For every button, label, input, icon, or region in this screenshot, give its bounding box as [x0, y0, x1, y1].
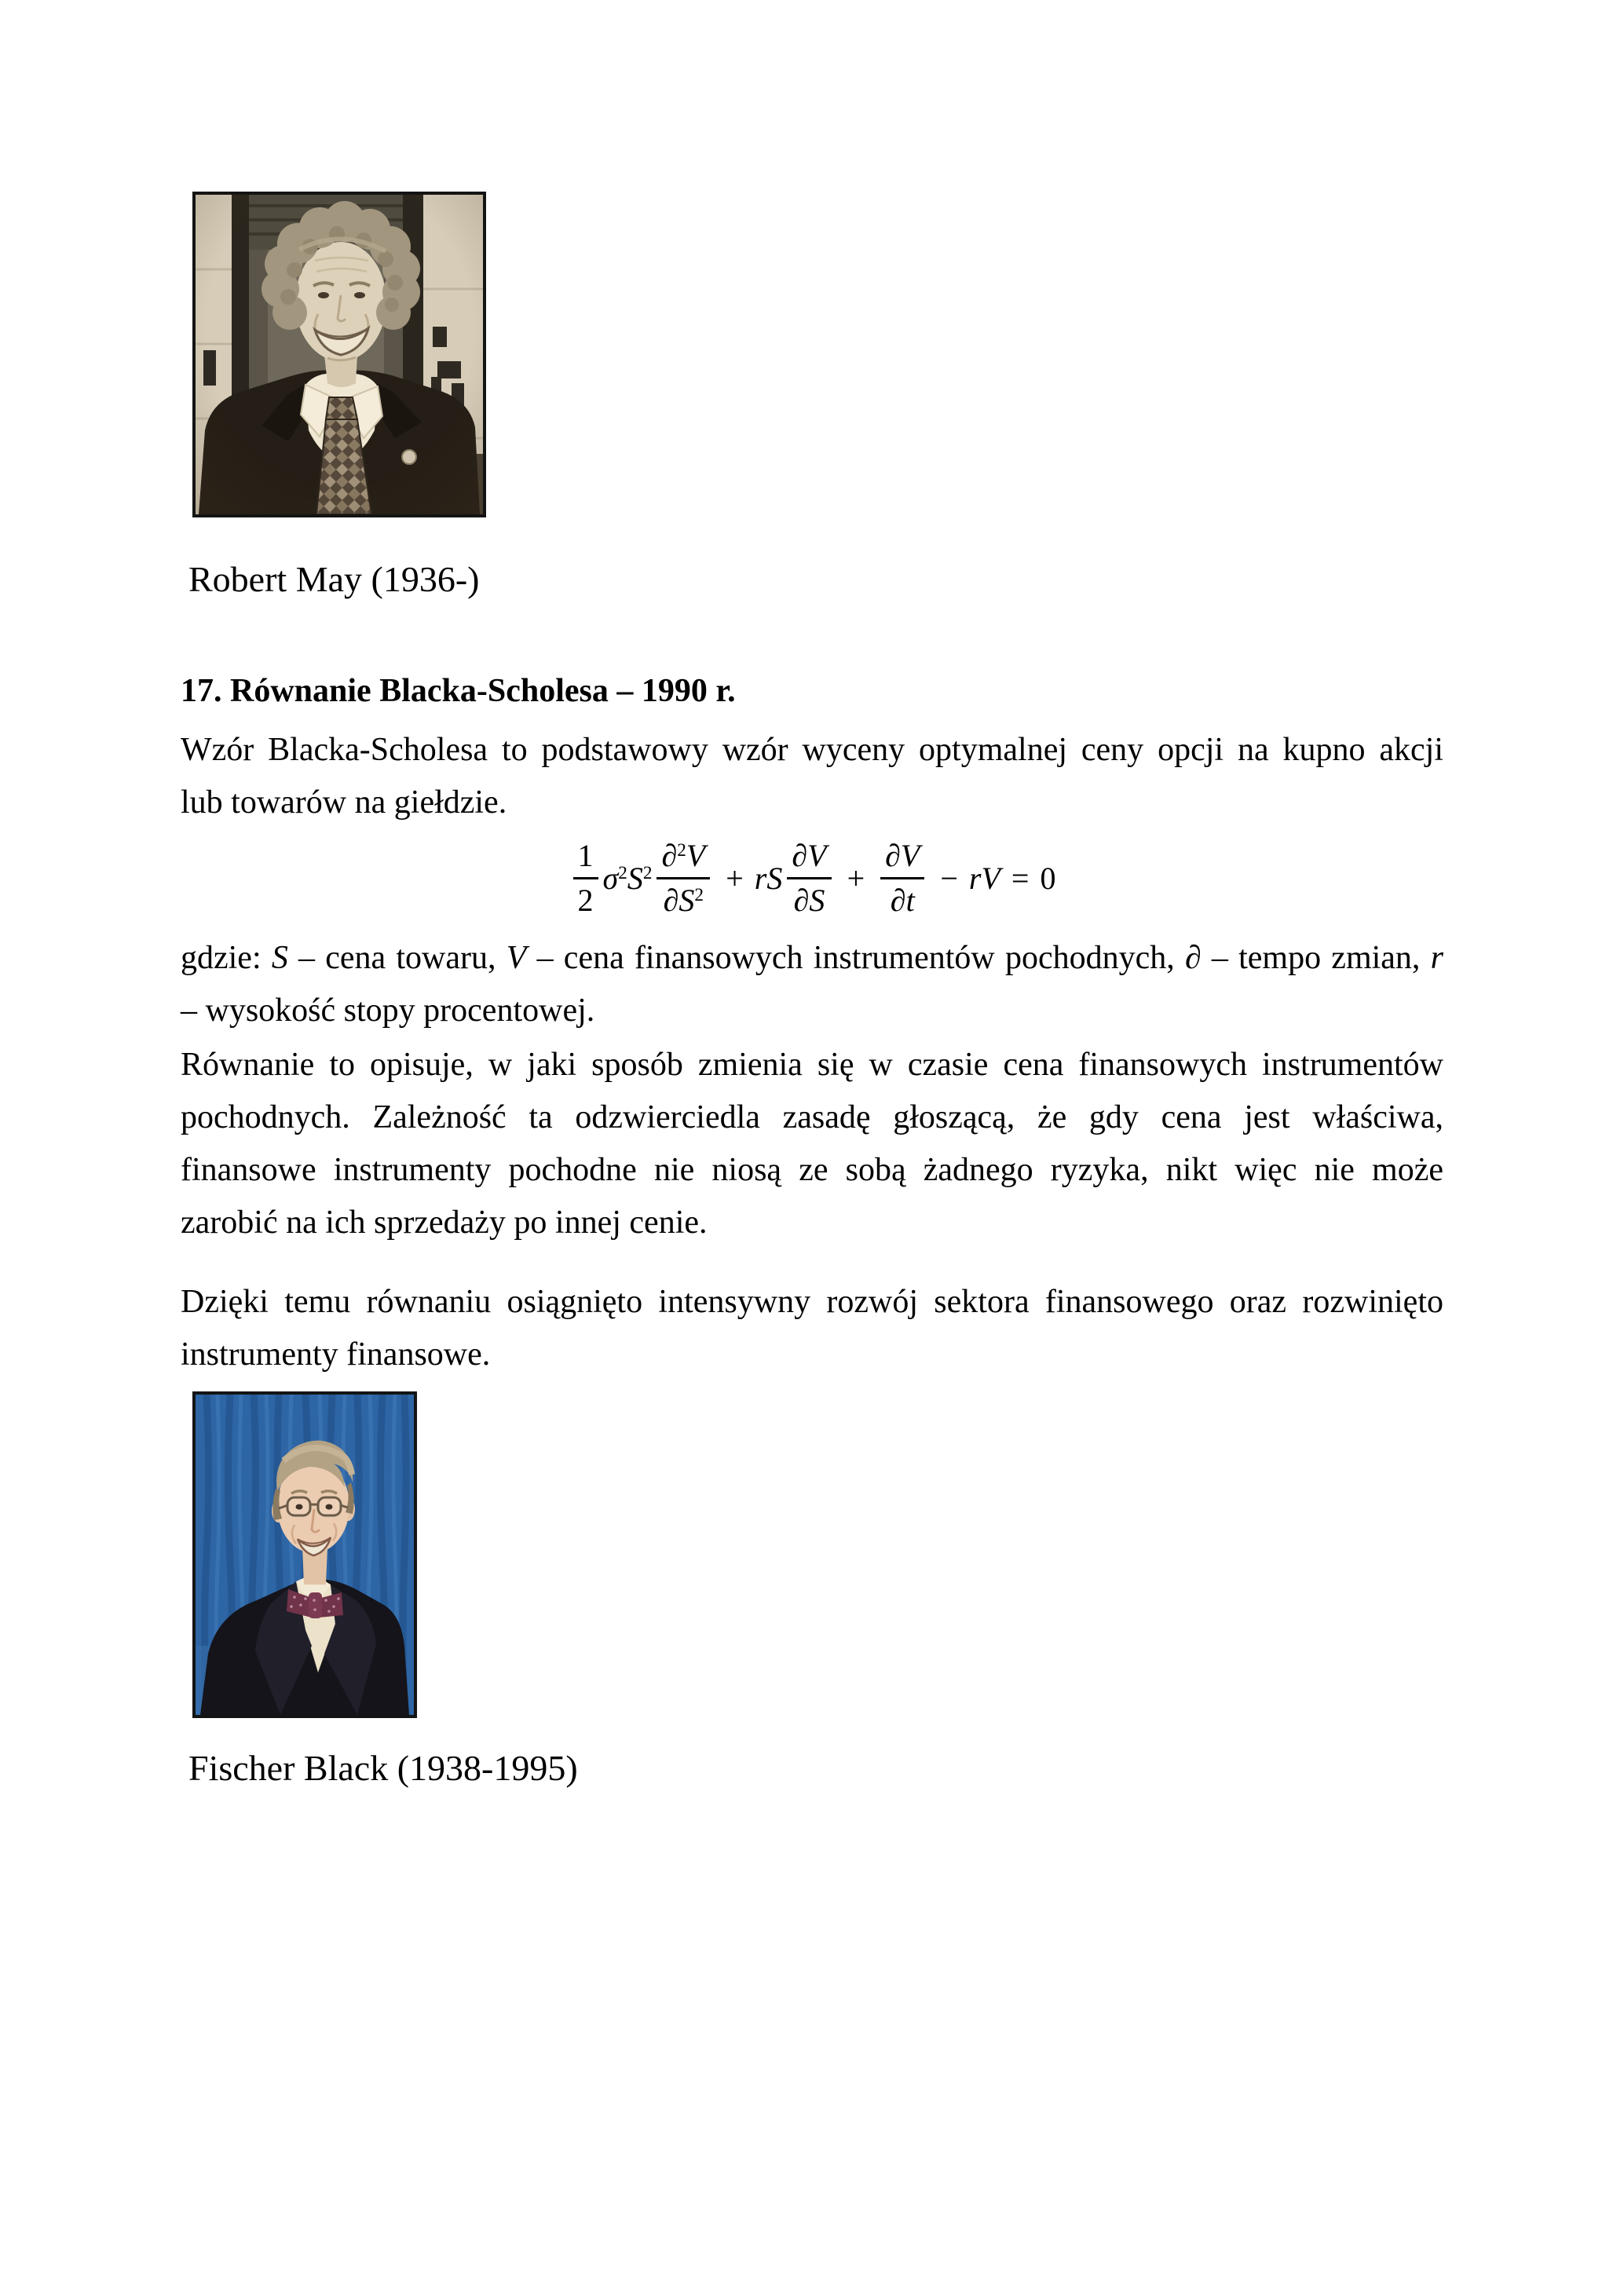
fraction-dv-dt: $\frac{\partial V}{\partial t}$	[880, 839, 924, 917]
where-clause-line-1: gdzie: S – cena towaru, V – cena finansowych instrumentów pochodnych, ∂ – tempo zmian, r	[181, 940, 1443, 976]
section-heading: 17. Równanie Blacka-Scholesa – 1990 r.	[181, 673, 736, 709]
robert-may-photo	[192, 192, 486, 517]
where-clause-line-2: – wysokość stopy procentowej.	[181, 993, 595, 1029]
partial-variable: ∂	[1184, 940, 1202, 976]
body2-line-1: Dzięki temu równaniu osiągnięto intensywny rozwój sektora finansowego oraz rozwinięto	[181, 1284, 1443, 1320]
intro-paragraph	[181, 724, 1443, 829]
zero-value: 0	[1040, 860, 1056, 896]
equals-sign: =	[1011, 860, 1030, 896]
fischer-black-photo-graphic	[196, 1395, 414, 1715]
plus-operator: +	[726, 860, 744, 896]
intro-line-1: Wzór Blacka-Scholesa to podstawowy wzór wyceny optymalnej ceny opcji na kupno akcji	[181, 732, 1443, 768]
fischer-black-photo	[192, 1391, 417, 1718]
r-variable: r	[1430, 940, 1443, 976]
photo-caption-robert-may: Robert May (1936-)	[188, 559, 480, 599]
rv-term: rV	[968, 860, 1000, 896]
minus-operator: −	[940, 860, 958, 896]
body-paragraph-2	[181, 1276, 1443, 1381]
plus-operator: +	[847, 860, 865, 896]
where-clause-paragraph	[181, 932, 1443, 1037]
photo-caption-fischer-black: Fischer Black (1938-1995)	[188, 1748, 578, 1788]
body1-line-4: zarobić na ich sprzedaży po innej cenie.	[181, 1205, 708, 1241]
fraction-dv-ds: $\frac{\partial V}{\partial S}$	[787, 839, 831, 917]
body1-line-1: Równanie to opisuje, w jaki sposób zmienia się w czasie cena finansowych instrumentów	[181, 1047, 1443, 1083]
body2-line-2: instrumenty finansowe.	[181, 1336, 491, 1373]
body-paragraph-1	[181, 1039, 1443, 1249]
body1-line-2: pochodnych. Zależność ta odzwierciedla zasadę głoszącą, że gdy cena jest właściwa,	[181, 1099, 1443, 1135]
v-variable: V	[506, 940, 527, 976]
fraction-second-derivative: $\frac{\partial^2V}{\partial S^2}$	[657, 839, 710, 917]
fraction-one-half: $\frac{1}{2}$	[573, 839, 598, 917]
robert-may-photo-graphic	[196, 195, 483, 514]
rs-term: rS	[754, 860, 783, 896]
intro-line-2: lub towarów na giełdzie.	[181, 784, 507, 821]
s-variable: S	[271, 940, 288, 976]
body1-line-3: finansowe instrumenty pochodne nie niosą ze sobą żadnego ryzyka, nikt więc nie może	[181, 1152, 1443, 1188]
sigma-squared-s-squared-term: $\sigma^2S^2$	[602, 860, 653, 896]
black-scholes-formula	[181, 839, 1443, 917]
